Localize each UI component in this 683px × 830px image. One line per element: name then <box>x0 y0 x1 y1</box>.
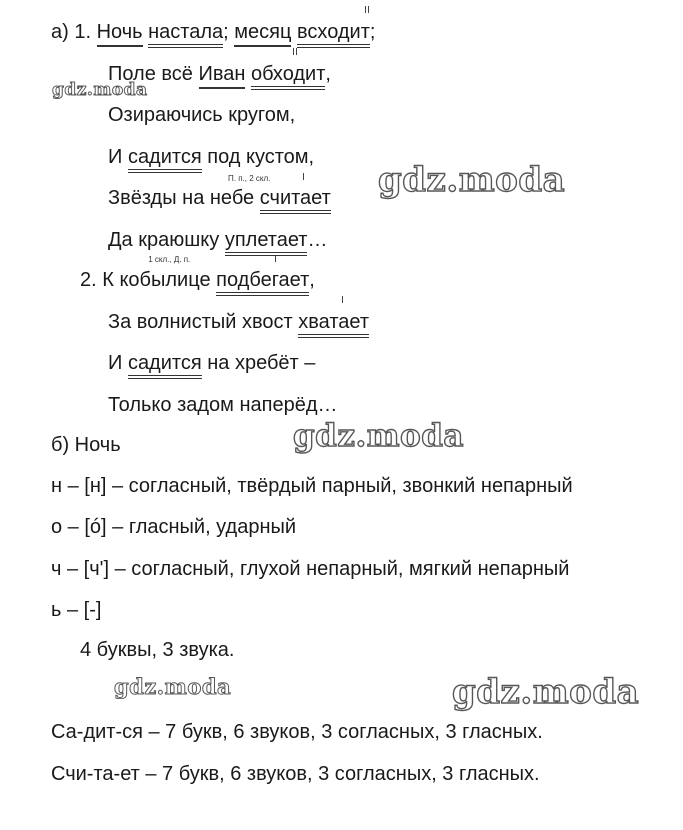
predicate-word: садится <box>128 145 202 173</box>
line-a4 <box>108 145 314 173</box>
phonetic-line: о – [ó] – гласный, ударный <box>51 516 297 538</box>
predicate-word: всходит <box>297 20 370 48</box>
line-a3 <box>108 103 295 127</box>
line-a9 <box>108 351 315 379</box>
punctuation: , <box>309 269 315 291</box>
stress-mark <box>365 6 369 13</box>
text-fragment: Только задом наперёд… <box>108 394 338 416</box>
predicate-word: обходит <box>251 62 325 90</box>
text-fragment: Да краюшку <box>108 229 220 251</box>
predicate-word: садится <box>128 351 202 379</box>
line-a1 <box>51 20 375 48</box>
subject-word: месяц <box>234 20 291 47</box>
analysis-line: Са-дит-ся – 7 букв, 6 звуков, 3 согласных, 3 гласных. <box>51 721 543 743</box>
line-a5 <box>108 174 331 214</box>
punctuation: , <box>325 63 331 85</box>
watermark-logo: gdz.moda <box>52 80 148 100</box>
predicate-word: считает <box>260 186 331 214</box>
watermark-logo: gdz.moda <box>293 418 464 454</box>
case-annotation: 1 скл., Д. п. <box>148 255 191 264</box>
text-fragment: За волнистый хвост <box>108 311 293 333</box>
analysis-line: Счи-та-ет – 7 букв, 6 звуков, 3 согласных, 3 гласных. <box>51 763 540 785</box>
predicate-word: хватает <box>298 310 369 338</box>
text-fragment: Поле всё <box>108 63 193 85</box>
punctuation: … <box>307 229 328 251</box>
phonetic-line: ь – [-] <box>51 599 102 621</box>
predicate-word: подбегает <box>216 268 309 296</box>
text-fragment: И <box>108 146 123 168</box>
line-a10 <box>108 393 338 417</box>
stress-mark <box>342 296 343 303</box>
subject-word: Ночь <box>97 20 143 47</box>
watermark-logo: gdz.moda <box>452 672 640 712</box>
punctuation: ; <box>369 21 376 43</box>
watermark-logo: gdz.moda <box>114 674 232 699</box>
text-fragment: И <box>108 352 123 374</box>
part-b-title: б) Ночь <box>51 434 121 456</box>
text-fragment: Звёзды на небе П. п., 2 скл. <box>108 174 271 209</box>
text-fragment: К кобылице 1 скл., Д. п. <box>102 255 211 291</box>
line-a6 <box>108 228 327 256</box>
watermark-logo: gdz.moda <box>378 160 566 200</box>
text-fragment: Озираючись кругом, <box>108 104 296 126</box>
predicate-word: уплетает <box>225 228 308 256</box>
line-a7 <box>80 255 315 296</box>
part-a-label: а) <box>51 21 69 43</box>
phonetic-line: н – [н] – согласный, твёрдый парный, звонкий непарный <box>51 475 573 497</box>
stress-mark <box>293 48 297 55</box>
predicate-word: настала <box>148 20 223 48</box>
stress-mark <box>275 255 276 262</box>
stanza-number: 1. <box>74 21 92 43</box>
line-a8 <box>108 310 369 338</box>
summary-line: 4 буквы, 3 звука. <box>80 639 235 661</box>
case-annotation: П. п., 2 скл. <box>228 174 271 183</box>
punctuation: ; <box>223 21 229 43</box>
text-fragment: под кустом, <box>207 146 315 168</box>
stress-mark <box>303 173 304 180</box>
subject-word: Иван <box>199 62 246 89</box>
text-fragment: на хребёт – <box>207 352 316 374</box>
phonetic-line: ч – [ч'] – согласный, глухой непарный, мягкий непарный <box>51 558 570 580</box>
stanza-number: 2. <box>80 269 97 291</box>
